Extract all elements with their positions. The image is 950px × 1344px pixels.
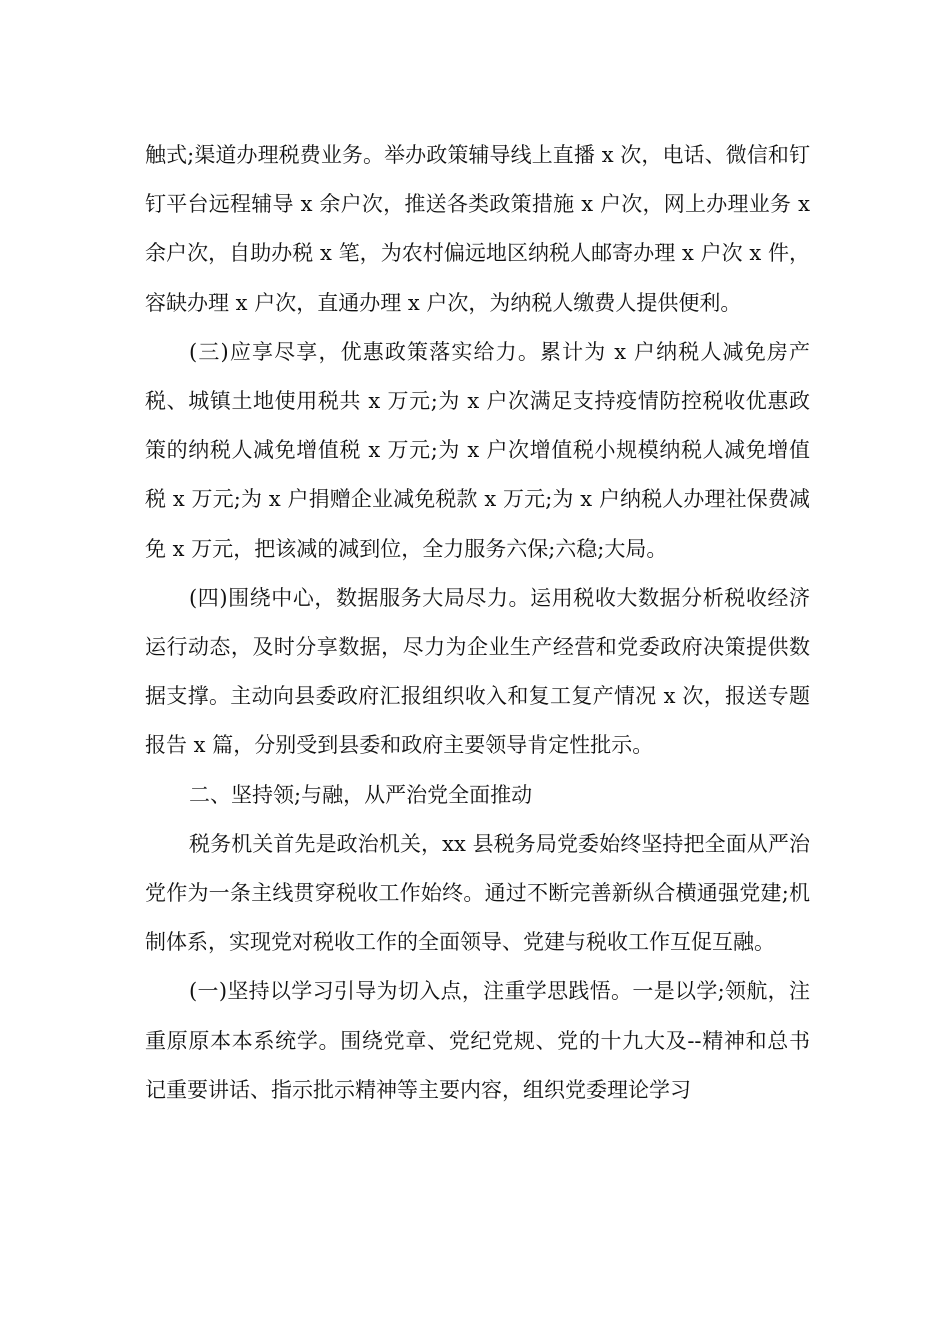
paragraph-service-channels: 触式;渠道办理税费业务。举办政策辅导线上直播 x 次，电话、微信和钉钉平台远程辅导 x 余户次，推送各类政策措施 x 户次，网上办理业务 x 余户次，自助办税 x 笔，为农村偏远地区纳税人邮寄办理 x 户次 x 件，容缺办理 x 户次，直通办理 x 户次，为纳税人缴费人提供便利。 bbox=[145, 143, 810, 315]
section-heading-party-building: 二、坚持领;与融，从严治党全面推动 bbox=[189, 782, 533, 807]
document-body bbox=[145, 131, 810, 1115]
paragraph-preferential-policies: (三)应享尽享，优惠政策落实给力。累计为 x 户纳税人减免房产税、城镇土地使用税共 x 万元;为 x 户次满足支持疫情防控税收优惠政策的纳税人减免增值税 x 万元;为 x 户次增值税小规模纳税人减免增值税 x 万元;为 x 户捐赠企业减免税款 x 万元;为 x 户纳税人办理社保费减免 x 万元，把该减的减到位，全力服务六保;六稳;大局。 bbox=[145, 339, 810, 561]
paragraph-data-services: (四)围绕中心，数据服务大局尽力。运用税收大数据分析税收经济运行动态，及时分享数据，尽力为企业生产经营和党委政府决策提供数据支撑。主动向县委政府汇报组织收入和复工复产情况 x 次，报送专题报告 x 篇，分别受到县委和政府主要领导肯定性批示。 bbox=[145, 585, 810, 758]
paragraph-study-guidance: (一)坚持以学习引导为切入点，注重学思践悟。一是以学;领航，注重原原本本系统学。围绕党章、党纪党规、党的十九大及--精神和总书记重要讲话、指示批示精神等主要内容，组织党委理论学习 bbox=[145, 979, 810, 1102]
paragraph-party-building-intro: 税务机关首先是政治机关，xx 县税务局党委始终坚持把全面从严治党作为一条主线贯穿税收工作始终。通过不断完善新纵合横通强党建;机制体系，实现党对税收工作的全面领导、党建与税收工作互促互融。 bbox=[145, 831, 810, 955]
